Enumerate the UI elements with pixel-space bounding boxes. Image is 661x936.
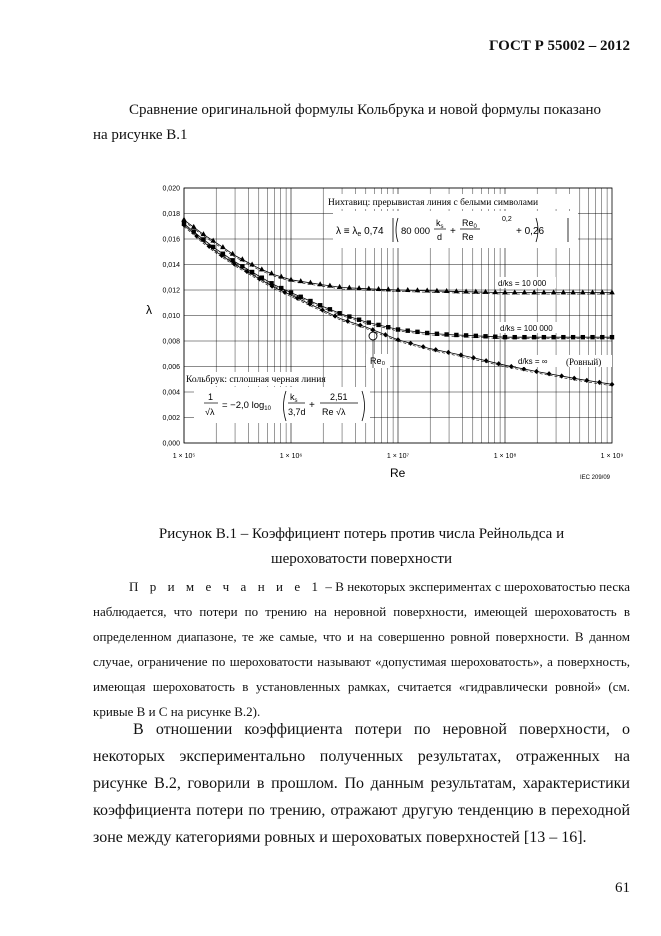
marker-square [454,333,458,337]
y-tick-label: 0,002 [162,415,180,422]
svg-text:+: + [450,226,456,237]
marker-square [513,335,517,339]
svg-text:2,51: 2,51 [330,392,348,402]
page-number: 61 [615,880,630,896]
note-text: – В некоторых экспериментах с шероховатостью песка наблюдается, что потери по трению на неровной поверхности, имеющей шероховатость в определенном диапазоне, те же самые, что и на совершенно ровной поверхности. В данном случае, ограничение по шероховатости называют «допустимая шероховатость», а поверхность, имеющая шероховатость в установленных рамках, считается «гидравлически ровной» (см. кривые В и С на рисунке В.2). [93,579,630,719]
y-tick-label: 0,008 [162,338,180,346]
caption-line-2: шероховатости поверхности [271,551,452,567]
marker-square [289,290,293,294]
marker-square [600,335,604,339]
note-paragraph [93,574,630,724]
caption-line-1: Рисунок В.1 – Коэффициент потерь против числа Рейнольдса и [158,526,565,542]
marker-square [415,330,419,334]
label-d-ks-10000: d/ks = 10 000 [498,279,547,288]
marker-square [201,237,205,241]
svg-text:1: 1 [208,392,214,402]
iec-mark: IEC 209/09 [580,475,611,481]
nikuradse-formula [333,211,578,248]
y-axis-label: λ [146,303,152,317]
x-tick-label: 1 × 10⁵ [172,453,196,460]
marker-square [474,334,478,338]
y-tick-label: 0,016 [162,236,180,244]
y-tick-label: 0,014 [162,262,180,269]
marker-square [357,318,361,322]
marker-square [483,334,487,338]
marker-square [581,335,585,339]
body-paragraph [93,716,630,851]
x-tick-label: 1 × 10⁹ [600,453,624,460]
svg-text:3,7d: 3,7d [288,407,306,417]
svg-text:80 000: 80 000 [401,226,431,237]
marker-square [396,327,400,331]
y-tick-label: 0,018 [162,211,180,218]
document-header: ГОСТ Р 55002 – 2012 [488,38,630,54]
re0-label: Re₀ [370,356,386,366]
label-d-ks-100000: d/ks = 100 000 [500,324,553,333]
friction-factor-chart [140,178,624,488]
svg-text:+ 0,26: + 0,26 [516,226,545,237]
x-tick-labels [173,453,624,460]
marker-square [435,332,439,336]
intro-line-2: на рисунке В.1 [93,127,188,143]
marker-square [532,335,536,339]
marker-square [406,328,410,332]
svg-text:ks: $k_s$ [290,392,298,404]
label-smooth-note: (Ровный) [566,357,602,367]
marker-square [542,335,546,339]
marker-square [590,335,594,339]
x-tick-label: 1 × 10⁷ [386,453,410,460]
svg-text:+: + [309,400,315,411]
intro-paragraph [93,98,630,148]
x-axis-label: Re [390,466,406,480]
marker-square [444,332,448,336]
svg-text:√λ: √λ [205,407,215,417]
svg-text:ks: $k_s$ [436,218,444,230]
marker-square [367,320,371,324]
colebrook-formula [194,387,370,423]
marker-square [386,325,390,329]
y-tick-label: 0,000 [162,440,180,448]
marker-square [250,270,254,274]
marker-square [503,335,507,339]
marker-square [425,331,429,335]
svg-text:Re: Re [462,232,474,242]
marker-square [610,335,614,339]
svg-text:d: d [437,232,443,242]
y-tick-label: 0,004 [162,389,180,397]
marker-square [464,333,468,337]
nikuradse-title: Нихтавиц: прерывистая линия с белыми символами [328,198,539,208]
y-tick-label: 0,012 [162,287,180,295]
svg-text:= −2,0 log10: = −2,0 $\log_{10}$ [222,400,271,412]
marker-square [337,311,341,315]
svg-text:0,2: 0,2 [502,216,512,223]
colebrook-title: Кольбрук: сплошная черная линия [186,375,326,385]
y-tick-label: 0,010 [162,313,180,320]
svg-text:Re √λ: Re √λ [322,407,346,417]
marker-square [571,335,575,339]
marker-square [328,307,332,311]
y-tick-labels [162,186,180,448]
svg-text:Re0: $Re_0$ [462,218,477,230]
marker-square [192,229,196,233]
x-tick-label: 1 × 10⁸ [493,453,517,460]
y-tick-label: 0,006 [162,364,180,371]
y-tick-label: 0,020 [162,185,180,193]
svg-text:λ ≡ λe 0,74: $\lambda \equiv \lambda_e$ 0,74 [336,226,384,238]
marker-square [493,335,497,339]
x-tick-label: 1 × 10⁶ [279,453,303,460]
marker-square [376,323,380,327]
body-paragraph-text: В отношении коэффициента потери по неровной поверхности, о некоторых экспериментально полученных результатах, отраженных на рисунке В.2, говорили в прошлом. По данным результатам, характеристики коэффициента потери по трению, отражают другую тенденцию в переходной зоне между категориями ровных и шероховатых поверхностей [13 – 16]. [93,721,630,846]
marker-square [211,245,215,249]
marker-square [279,286,283,290]
marker-square [240,264,244,268]
intro-line-1: Сравнение оригинальной формулы Кольбрука и новой формулы показано [129,102,602,118]
note-lead: П р и м е ч а н и е 1 [129,579,322,594]
marker-square [522,335,526,339]
figure-caption [93,522,630,572]
marker-square [561,335,565,339]
label-d-ks-infinity: d/ks = ∞ [518,357,548,366]
marker-square [347,314,351,318]
marker-square [318,303,322,307]
marker-square [551,335,555,339]
